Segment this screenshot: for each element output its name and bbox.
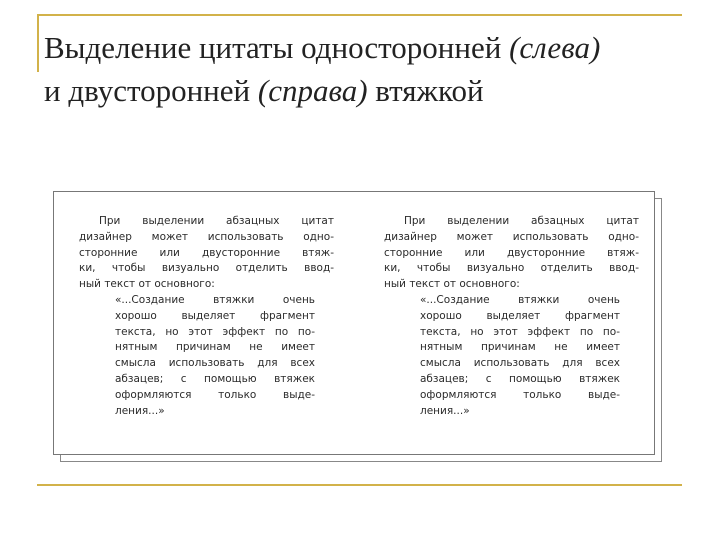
intro-line: дизайнер может использовать одно- [79,230,334,243]
title-conj: и двусторонней [44,73,251,108]
intro-line: сторонние или двусторонние втяж- [384,246,639,259]
intro-line: ный текст от основного: [384,278,520,291]
quote-line: хорошо выделяет фрагмент [420,309,620,322]
intro-line: При выделении абзацных цитат [99,215,334,227]
slide-title [44,26,684,112]
quote-line: абзацев; с помощью втяжек [115,372,315,385]
one-sided-quote-block [79,293,334,419]
intro-line: При выделении абзацных цитат [404,215,639,227]
quote-line: нятным причинам не имеет [420,341,620,354]
example-card [53,191,655,455]
title-main: Выделение цитаты односторонней [44,30,502,65]
accent-line-vertical [37,14,39,72]
intro-line: ки, чтобы визуально отделить ввод- [384,262,639,275]
left-column-example [79,214,334,419]
intro-line: сторонние или двусторонние втяж- [79,246,334,259]
quote-line: смысла использовать для всех [115,357,315,370]
title-left-note: (слева) [509,30,601,65]
accent-line-bottom [37,484,682,486]
quote-line: «...Создание втяжки очень [115,293,315,306]
quote-line: оформляются только выде- [115,388,315,401]
quote-line: ления...» [115,404,165,417]
right-column-example [384,214,639,419]
quote-line: текста, но этот эффект по по- [420,325,620,338]
quote-line: текста, но этот эффект по по- [115,325,315,338]
quote-line: «...Создание втяжки очень [420,293,620,306]
two-sided-quote-block [384,293,639,419]
quote-line: хорошо выделяет фрагмент [115,309,315,322]
intro-line: ный текст от основного: [79,278,215,291]
title-right-note: (справа) [257,73,368,108]
title-end: втяжкой [375,73,484,108]
quote-line: смысла использовать для всех [420,357,620,370]
quote-line: оформляются только выде- [420,388,620,401]
intro-line: ки, чтобы визуально отделить ввод- [79,262,334,275]
quote-line: ления...» [420,404,470,417]
accent-line-top [37,14,682,16]
intro-line: дизайнер может использовать одно- [384,230,639,243]
quote-line: абзацев; с помощью втяжек [420,372,620,385]
quote-line: нятным причинам не имеет [115,341,315,354]
